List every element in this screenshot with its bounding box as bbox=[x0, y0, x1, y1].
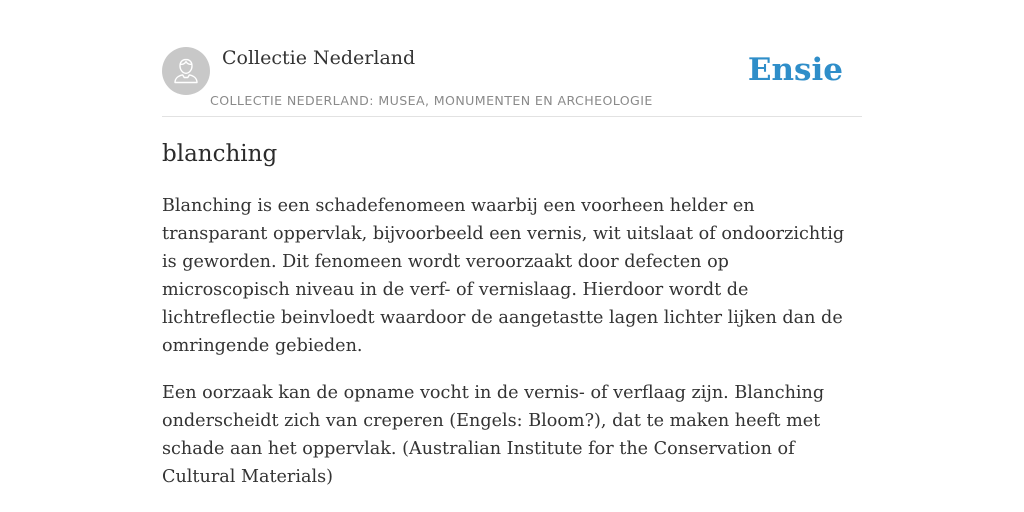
source-title[interactable]: COLLECTIE NEDERLAND: MUSEA, MONUMENTEN EN ARCHEOLOGIE bbox=[210, 93, 653, 108]
entry-term: blanching bbox=[162, 141, 278, 167]
definition-paragraph-2: Een oorzaak kan de opname vocht in de vernis- of verflaag zijn. Blanching onderscheidt zich van creperen (Engels: Bloom?), dat te maken heeft met schade aan het oppervlak. (Australian Institute for the Conservation of Cultural Materials) bbox=[162, 383, 825, 487]
avatar[interactable] bbox=[162, 47, 210, 95]
page-container bbox=[162, 0, 862, 487]
entry-definition bbox=[162, 192, 862, 510]
header bbox=[162, 0, 862, 117]
user-icon bbox=[162, 47, 210, 95]
brand-logo[interactable]: Ensie bbox=[747, 52, 843, 88]
author-name[interactable]: Collectie Nederland bbox=[222, 47, 416, 69]
definition-paragraph-1: Blanching is een schadefenomeen waarbij een voorheen helder en transparant oppervlak, bijvoorbeeld een vernis, wit uitslaat of ondoorzichtig is geworden. Dit fenomeen wordt veroorzaakt door defecten op microscopisch niveau in de verf- of vernislaag. Hierdoor wordt de lichtreflectie beinvloedt waardoor de aangetastte lagen lichter lijken dan de omringende gebieden. bbox=[162, 196, 845, 356]
